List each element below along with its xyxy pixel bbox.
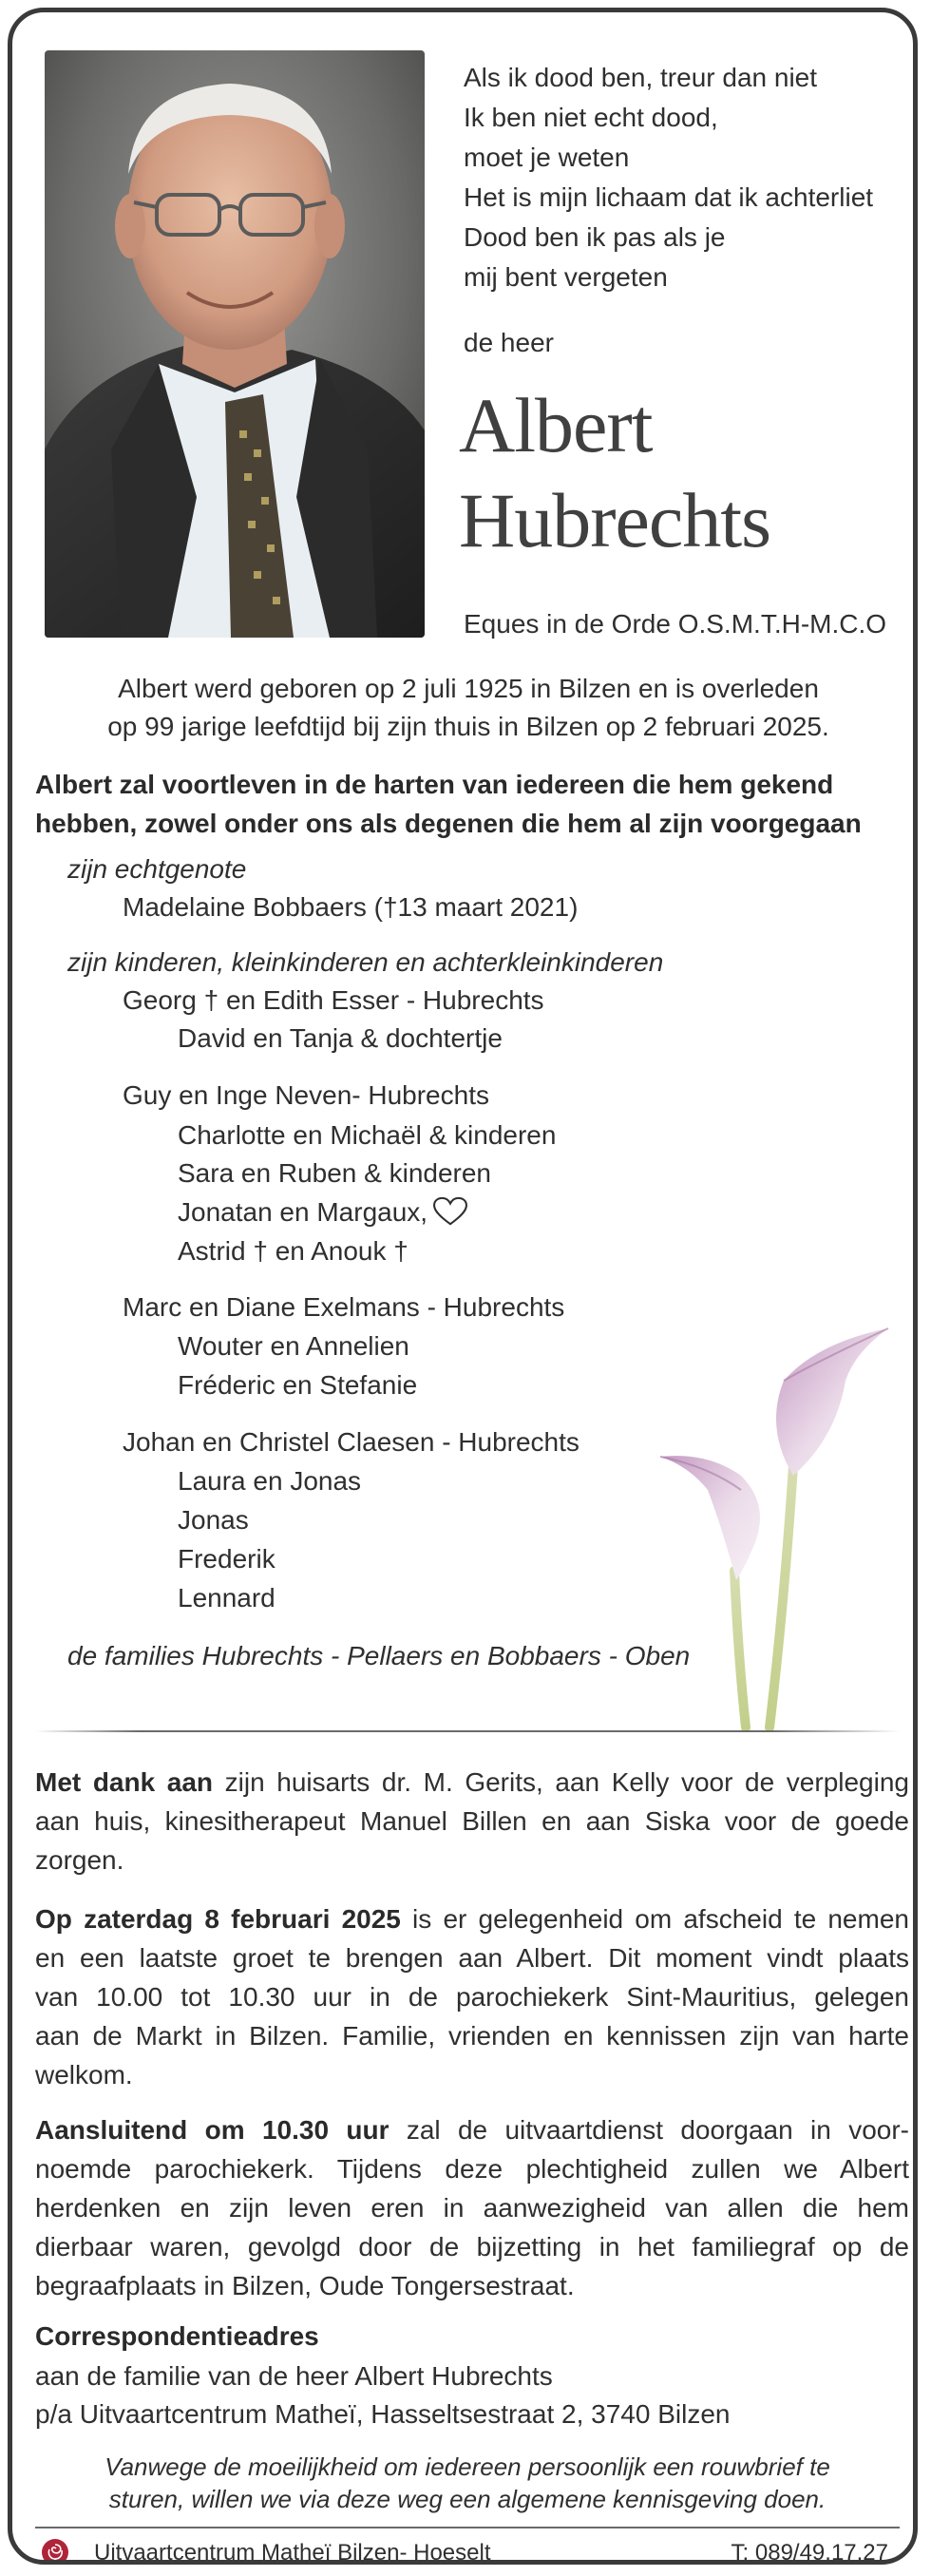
paragraph-line: en een laatste groet te brengen aan Albert. Dit moment vindt plaats xyxy=(35,1943,909,1973)
notice-line: sturen, willen we via deze weg een algemene kennisgeving doen. xyxy=(108,2485,826,2513)
family-child: Fréderic en Stefanie xyxy=(178,1370,418,1400)
family-child: Charlotte en Michaël & kinderen xyxy=(178,1120,557,1150)
spouse-name: Madelaine Bobbaers (†13 maart 2021) xyxy=(123,892,579,922)
family-parent: Marc en Diane Exelmans - Hubrechts xyxy=(123,1292,565,1322)
paragraph-line: begraafplaats in Bilzen, Oude Tongersestraat. xyxy=(35,2271,575,2300)
birth-death-line: op 99 jarige leefdtijd bij zijn thuis in Bilzen op 2 februari 2025. xyxy=(107,712,829,741)
birth-death-text xyxy=(31,670,905,746)
honorary-title: Eques in de Orde O.S.M.T.H-M.C.O xyxy=(464,609,887,639)
funeral-home-name: Uitvaartcentrum Matheï Bilzen- Hoeselt xyxy=(94,2540,491,2565)
paragraph-line: Aansluitend om 10.30 uur zal de uitvaartdienst doorgaan in voor- xyxy=(35,2115,909,2145)
family-parent: Georg † en Edith Esser - Hubrechts xyxy=(123,985,544,1015)
portrait-photo xyxy=(45,50,425,638)
service-lead: Aansluitend om 10.30 uur xyxy=(35,2115,390,2145)
thanks-lead: Met dank aan xyxy=(35,1767,214,1797)
portrait-illustration xyxy=(45,50,425,638)
paragraph-line: herdenken en zijn leven eren in aanwezigheid van allen die hem xyxy=(35,2193,909,2223)
poem-line: Dood ben ik pas als je xyxy=(464,222,726,252)
spouse-label: zijn echtgenote xyxy=(67,854,247,884)
birth-death-line: Albert werd geboren op 2 juli 1925 in Bilzen en is overleden xyxy=(118,674,819,703)
first-name: Albert xyxy=(459,382,653,468)
family-child: Astrid † en Anouk † xyxy=(178,1236,408,1266)
family-child: Jonatan en Margaux, xyxy=(178,1197,428,1227)
paragraph-line: aan de Markt in Bilzen. Familie, vrienden en kennissen zijn van harte xyxy=(35,2021,909,2051)
deceased-name xyxy=(459,378,770,568)
family-child: Lennard xyxy=(178,1583,276,1612)
poem-line: Als ik dood ben, treur dan niet xyxy=(464,63,818,92)
correspondence-line: aan de familie van de heer Albert Hubrechts xyxy=(35,2361,553,2391)
footer xyxy=(35,2532,900,2565)
thanks-paragraph xyxy=(35,1763,909,1880)
footer-divider xyxy=(35,2527,900,2528)
memory-heading-line: hebben, zowel onder ons als degenen die hem al zijn voorgegaan xyxy=(35,809,862,838)
family-child: Wouter en Annelien xyxy=(178,1331,409,1361)
service-paragraph xyxy=(35,2110,909,2305)
paragraph-line: noemde parochiekerk. Tijdens deze plechtigheid zullen we Albert xyxy=(35,2154,909,2184)
poem-line: Het is mijn lichaam dat ik achterliet xyxy=(464,182,874,212)
family-child: Laura en Jonas xyxy=(178,1466,362,1496)
family-parent: Johan en Christel Claesen - Hubrechts xyxy=(123,1427,580,1457)
paragraph-line: welkom. xyxy=(35,2060,133,2089)
funeral-home-phone: T: 089/49.17.27 xyxy=(731,2540,888,2565)
correspondence-title: Correspondentieadres xyxy=(35,2321,319,2351)
rose-logo-icon xyxy=(41,2538,69,2565)
paragraph-line: Op zaterdag 8 februari 2025 is er gelegenheid om afscheid te nemen xyxy=(35,1904,909,1934)
honorific: de heer xyxy=(464,328,554,357)
correspondence-line: p/a Uitvaartcentrum Matheï, Hasseltsestraat 2, 3740 Bilzen xyxy=(35,2399,731,2429)
paragraph-line: van 10.00 tot 10.30 uur in de parochiekerk Sint-Mauritius, gelegen xyxy=(35,1982,909,2012)
poem-line: moet je weten xyxy=(464,143,630,172)
calla-lily-illustration xyxy=(651,1324,918,1742)
general-notice xyxy=(35,2451,900,2515)
poem-line: mij bent vergeten xyxy=(464,262,668,292)
last-name: Hubrechts xyxy=(459,477,771,563)
heart-icon xyxy=(431,1196,469,1227)
paragraph-line: Met dank aan zijn huisarts dr. M. Gerits, aan Kelly voor de verpleging xyxy=(35,1767,909,1797)
family-child: David en Tanja & dochtertje xyxy=(178,1023,503,1053)
paragraph-line: aan huis, kinesitherapeut Manuel Billen en aan Siska voor de goede xyxy=(35,1806,909,1836)
children-label: zijn kinderen, kleinkinderen en achterkleinkinderen xyxy=(67,947,664,977)
family-child: Sara en Ruben & kinderen xyxy=(178,1158,491,1188)
obituary-card xyxy=(8,8,918,2565)
farewell-paragraph xyxy=(35,1899,909,2094)
memory-heading xyxy=(35,765,909,843)
farewell-lead: Op zaterdag 8 februari 2025 xyxy=(35,1904,401,1934)
family-child-with-heart xyxy=(178,1193,469,1231)
poem xyxy=(464,58,901,297)
family-parent: Guy en Inge Neven- Hubrechts xyxy=(123,1080,489,1110)
family-child: Frederik xyxy=(178,1544,276,1574)
paragraph-line: dierbaar waren, gevolgd door de bijzetting in het familiegraf op de xyxy=(35,2232,909,2261)
section-divider xyxy=(35,1730,900,1732)
memory-heading-line: Albert zal voortleven in de harten van iedereen die hem gekend xyxy=(35,770,834,799)
poem-line: Ik ben niet echt dood, xyxy=(464,103,718,132)
notice-line: Vanwege de moeilijkheid om iedereen persoonlijk een rouwbrief te xyxy=(104,2452,830,2481)
extended-families: de families Hubrechts - Pellaers en Bobbaers - Oben xyxy=(67,1641,691,1670)
family-child: Jonas xyxy=(178,1505,249,1535)
paragraph-line: zorgen. xyxy=(35,1845,124,1875)
